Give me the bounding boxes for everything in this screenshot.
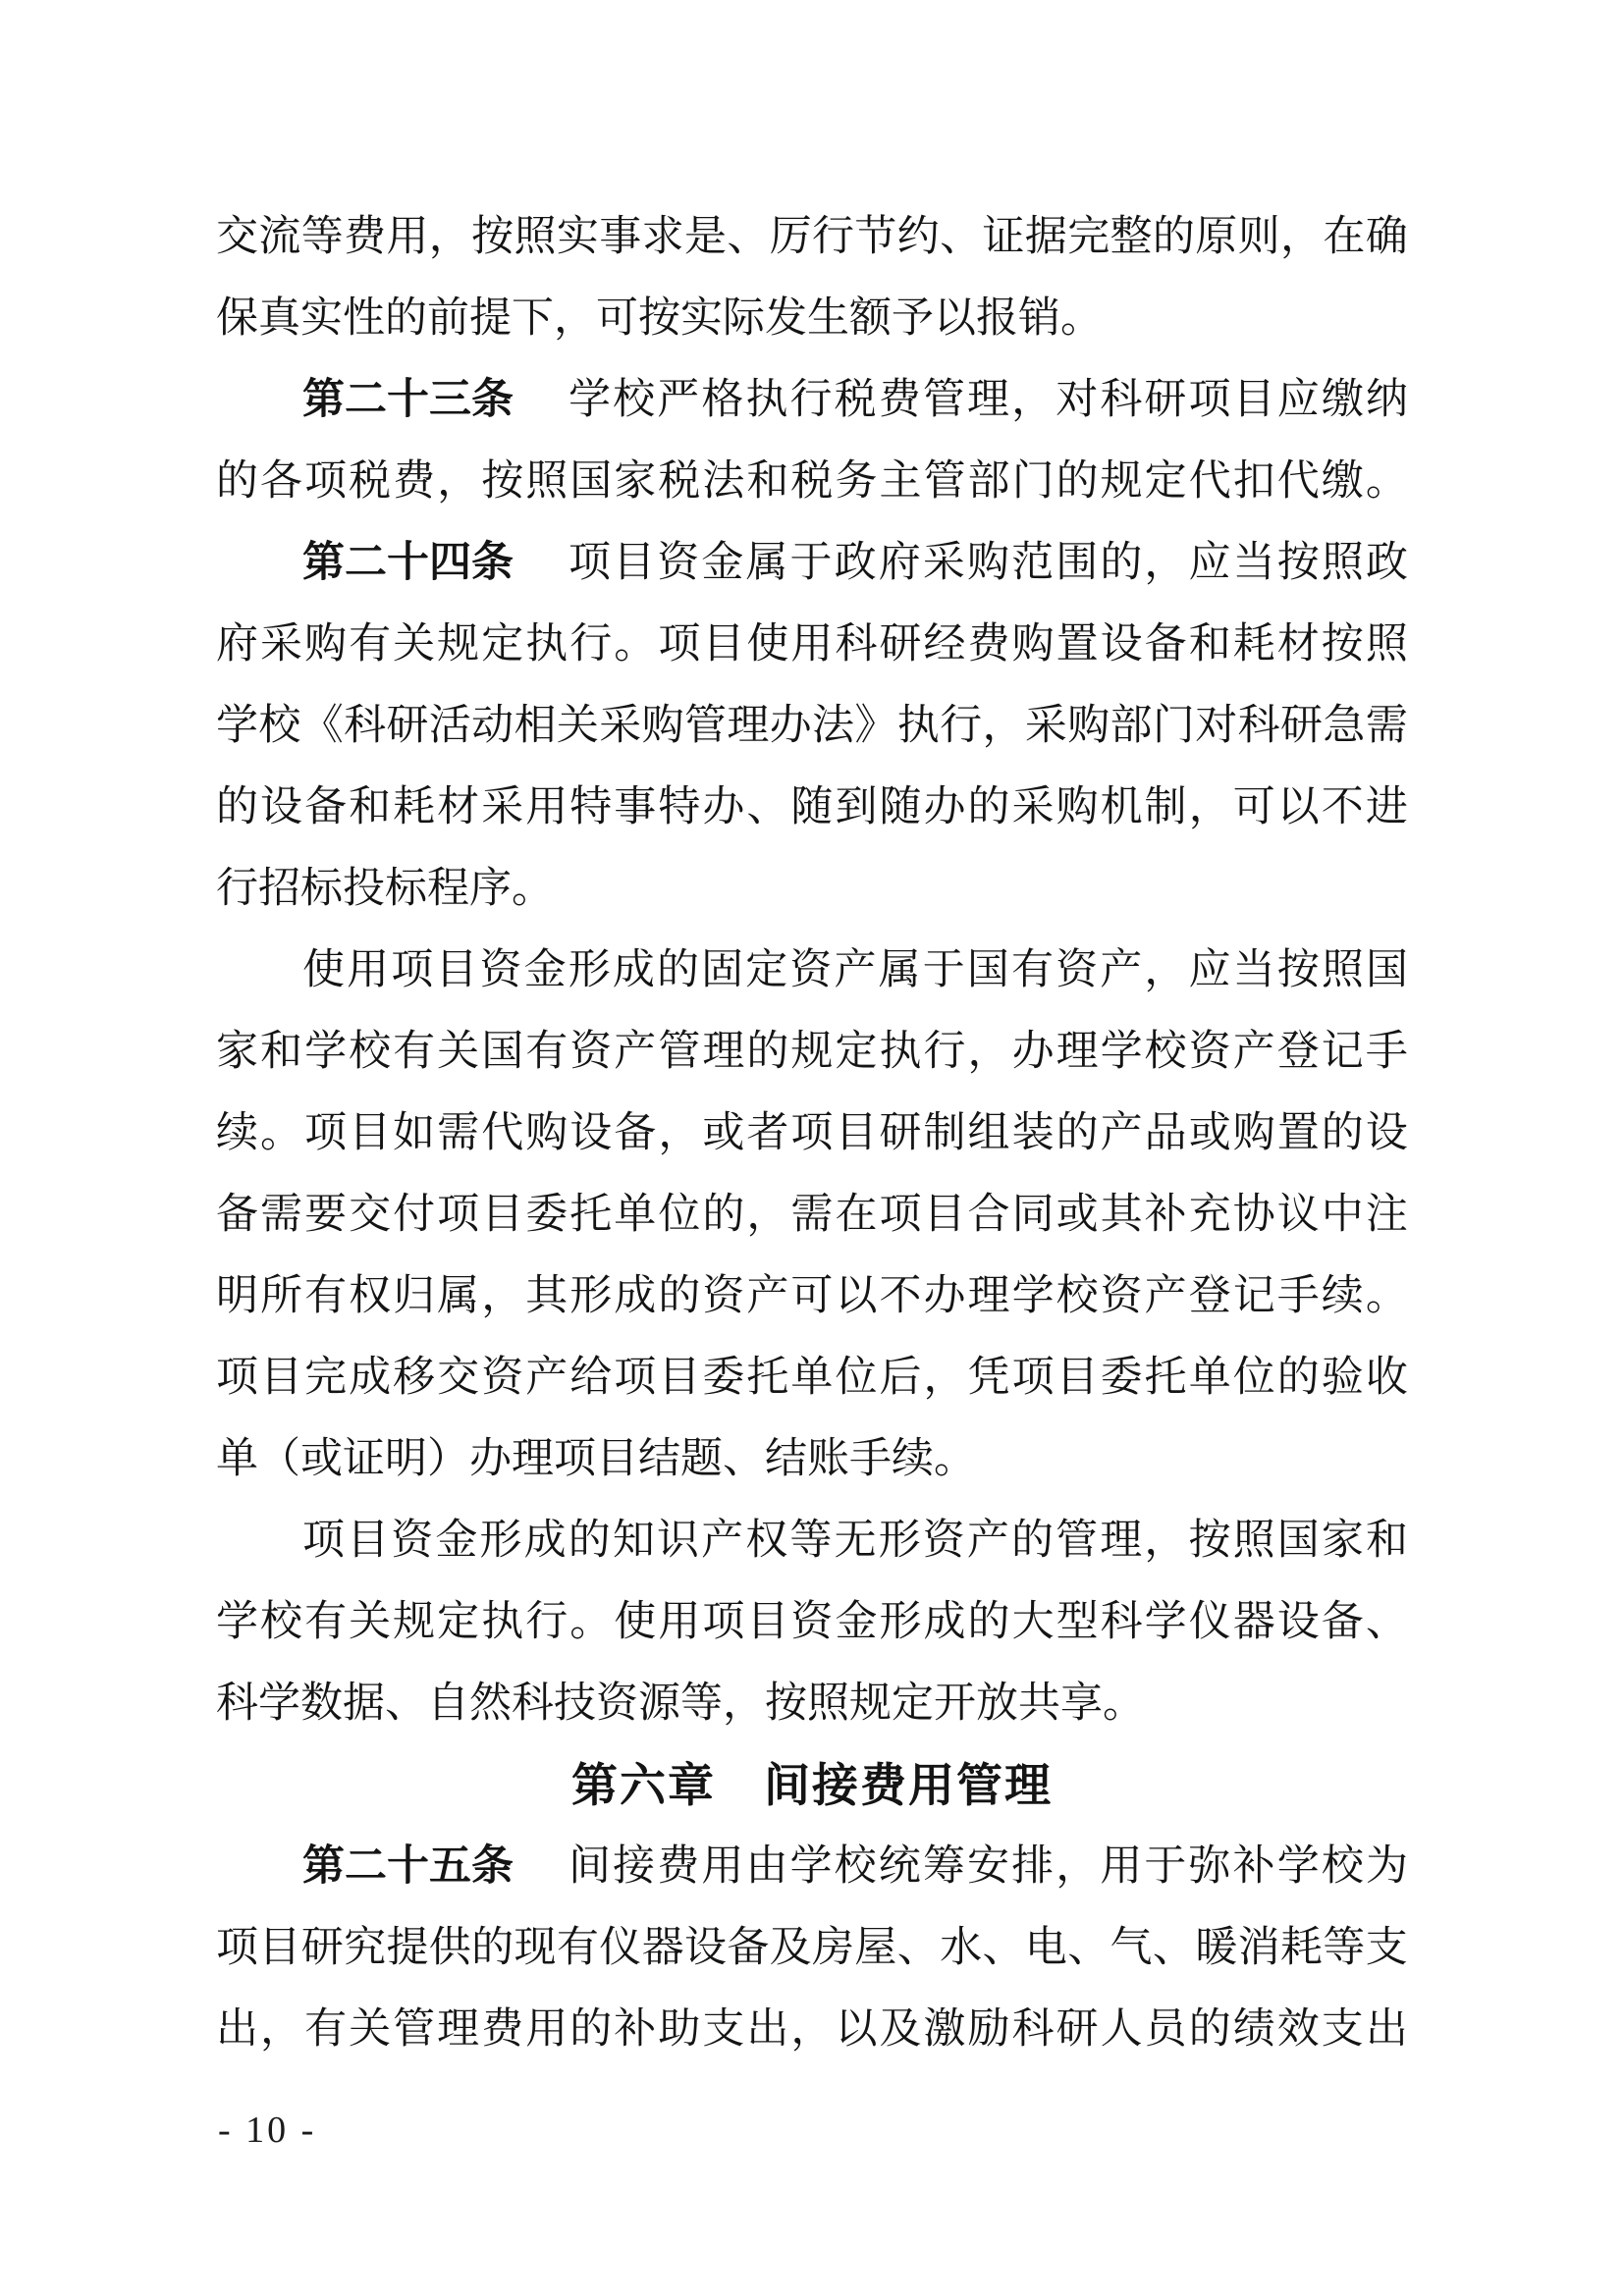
line-text: 项 目 完 成 移 交 资 产 给 项 目 委 托 单 位 后 ， 凭 项 目 委 托 单 位 的 验 收 [216, 1355, 1408, 1401]
text-line [216, 1907, 1408, 1989]
paragraph-start-line [216, 930, 1408, 1011]
text-line [216, 1581, 1408, 1663]
text-line [216, 441, 1408, 522]
line-text: 保真实性的前提下，可按实际发生额予以报销。 [216, 295, 1103, 342]
text-line [216, 1174, 1408, 1255]
text-line [216, 604, 1408, 685]
line-text: 学 校 《 科 研 活 动 相 关 采 购 管 理 办 法 》 执 行 ， 采 购 部 门 对 科 研 急 需 [216, 703, 1408, 749]
text-line [216, 848, 1408, 930]
text-line [216, 1989, 1408, 2070]
line-text: 交 流 等 费 用 ， 按 照 实 事 求 是 、 厉 行 节 约 、 证 据 完 整 的 原 则 ， 在 确 [216, 214, 1408, 260]
text-line [216, 1418, 1408, 1500]
article-start-line [216, 522, 1408, 604]
text-line [216, 767, 1408, 848]
line-text: 使 用 项 目 资 金 形 成 的 固 定 资 产 属 于 国 有 资 产 ， 应 当 按 照 国 [302, 947, 1408, 993]
line-text: 项 目 研 究 提 供 的 现 有 仪 器 设 备 及 房 屋 、 水 、 电 、 气 、 暖 消 耗 等 支 [216, 1925, 1408, 1971]
line-text: 学 校 严 格 执 行 税 费 管 理 ， 对 科 研 项 目 应 缴 纳 [568, 377, 1408, 423]
chapter-heading-text: 第六章 间接费用管理 [571, 1759, 1053, 1811]
paragraph-start-line [216, 1500, 1408, 1581]
text-line [216, 1337, 1408, 1418]
text-line [216, 1255, 1408, 1337]
line-text: 备 需 要 交 付 项 目 委 托 单 位 的 ， 需 在 项 目 合 同 或 其 补 充 协 议 中 注 [216, 1192, 1408, 1238]
page-number: - 10 - [218, 2109, 317, 2151]
line-text: 行招标投标程序。 [216, 866, 554, 912]
article-number: 第二十三条 [302, 377, 514, 423]
text-block [216, 196, 1408, 2070]
line-text: 续 。 项 目 如 需 代 购 设 备 ， 或 者 项 目 研 制 组 装 的 产 品 或 购 置 的 设 [216, 1110, 1408, 1156]
line-text: 的 设 备 和 耗 材 采 用 特 事 特 办 、 随 到 随 办 的 采 购 机 制 ， 可 以 不 进 [216, 784, 1408, 830]
article-number: 第二十五条 [302, 1843, 514, 1890]
article-number: 第二十四条 [302, 540, 514, 586]
text-line [216, 1093, 1408, 1174]
text-line [216, 685, 1408, 767]
line-text: 科学数据、自然科技资源等，按照规定开放共享。 [216, 1681, 1145, 1727]
line-text: 府 采 购 有 关 规 定 执 行 。 项 目 使 用 科 研 经 费 购 置 设 备 和 耗 材 按 照 [216, 621, 1408, 667]
article-start-line [216, 359, 1408, 441]
line-text: 学 校 有 关 规 定 执 行 。 使 用 项 目 资 金 形 成 的 大 型 科 学 仪 器 设 备 、 [216, 1599, 1408, 1645]
line-text: 间 接 费 用 由 学 校 统 筹 安 排 ， 用 于 弥 补 学 校 为 [568, 1843, 1408, 1890]
line-text: 家 和 学 校 有 关 国 有 资 产 管 理 的 规 定 执 行 ， 办 理 学 校 资 产 登 记 手 [216, 1029, 1408, 1075]
line-text: 的 各 项 税 费 ， 按 照 国 家 税 法 和 税 务 主 管 部 门 的 规 定 代 扣 代 缴 。 [216, 458, 1408, 505]
text-line [216, 1663, 1408, 1744]
article-start-line [216, 1826, 1408, 1907]
line-text: 出 ， 有 关 管 理 费 用 的 补 助 支 出 ， 以 及 激 励 科 研 人 员 的 绩 效 支 出 [216, 2006, 1408, 2053]
chapter-heading [216, 1744, 1408, 1826]
line-text: 单（或证明）办理项目结题、结账手续。 [216, 1436, 976, 1482]
text-line [216, 1011, 1408, 1093]
line-text: 明 所 有 权 归 属 ， 其 形 成 的 资 产 可 以 不 办 理 学 校 资 产 登 记 手 续 。 [216, 1273, 1408, 1319]
line-text: 项 目 资 金 形 成 的 知 识 产 权 等 无 形 资 产 的 管 理 ， 按 照 国 家 和 [302, 1518, 1408, 1564]
text-line [216, 278, 1408, 359]
line-text: 项 目 资 金 属 于 政 府 采 购 范 围 的 ， 应 当 按 照 政 [568, 540, 1408, 586]
text-line [216, 196, 1408, 278]
